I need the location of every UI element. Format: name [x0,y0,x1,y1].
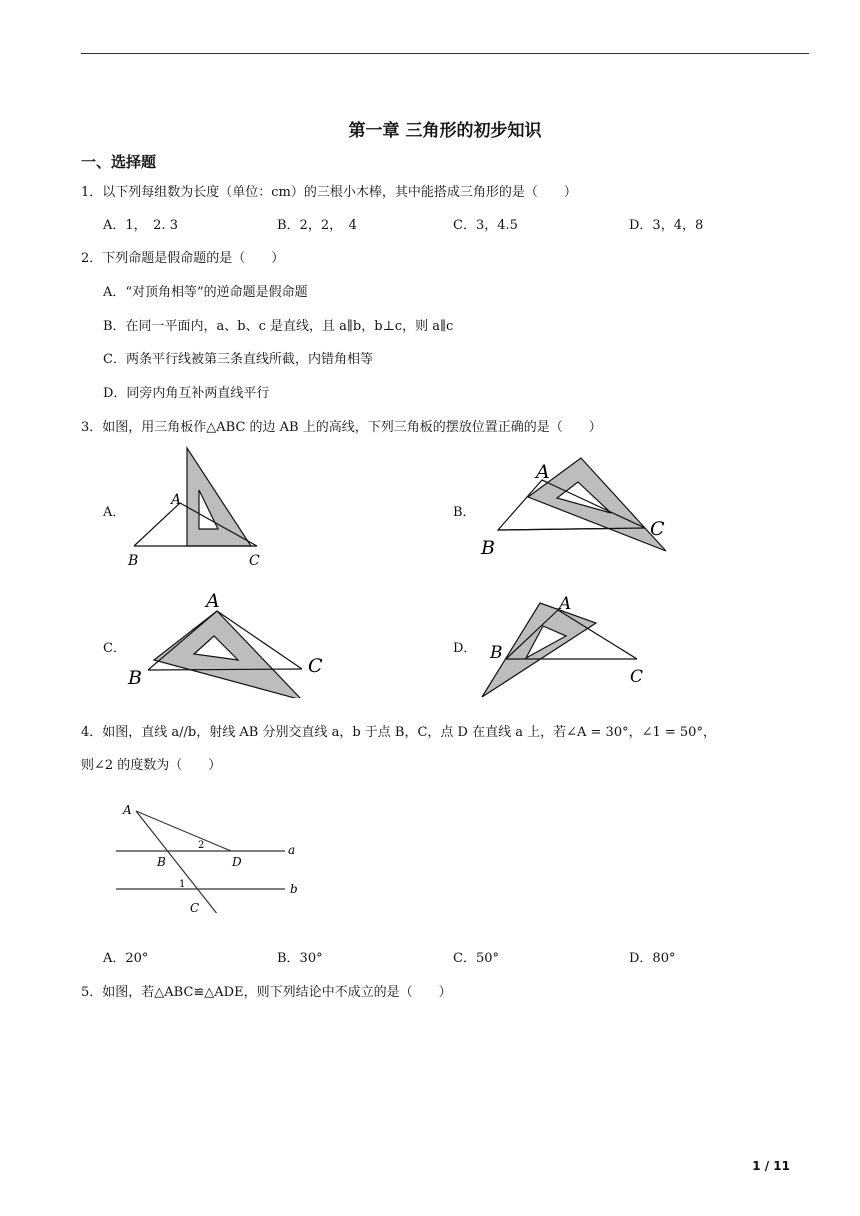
label-b: B [128,553,139,569]
question-4-option-c: C．50° [453,951,499,966]
label-b: B [490,643,503,663]
question-4-option-a: A．20° [103,951,149,966]
label-d-point: D [232,855,242,869]
label-line-a: a [288,843,296,857]
question-3-option-c: C． [103,641,126,656]
label-angle-2: 2 [198,840,205,851]
label-c: C [630,667,644,687]
question-1-option-d: D．3，4，8 [629,218,704,233]
label-c-point: C [190,901,200,913]
question-4-stem-line2: 则∠2 的度数为（ ） [81,758,222,773]
question-3-option-a: A． [103,505,126,520]
question-2-option-a: A．“对顶角相等”的逆命题是假命题 [103,285,308,300]
question-2-option-d: D．同旁内角互补两直线平行 [103,386,270,401]
figure-4 [110,798,310,913]
question-4-option-d: D．80° [629,951,676,966]
label-c: C [308,655,323,677]
question-1-option-a: A．1， 2. 3 [103,218,178,233]
question-1-option-b: B．2，2， 4 [277,218,357,233]
question-4-stem-line1: 4．如图，直线 a//b，射线 AB 分别交直线 a，b 于点 B，C，点 D 在直线 a 上，若∠A = 30°，∠1 = 50°， [81,725,716,740]
question-2-option-c: C．两条平行线被第三条直线所截，内错角相等 [103,352,373,367]
figure-3a [120,445,280,575]
page-number: 1 / 11 [752,1159,790,1173]
question-1-stem: 1．以下列每组数为长度（单位：cm）的三根小木棒，其中能搭成三角形的是（ ） [81,185,577,200]
section-heading: 一、选择题 [81,153,157,171]
question-3-stem: 3．如图，用三角板作△ABC 的边 AB 上的高线，下列三角板的摆放位置正确的是（ ） [81,420,602,435]
label-a-point: A [123,803,132,817]
label-b-point: B [157,855,166,869]
label-c: C [249,553,260,569]
question-4-option-b: B．30° [277,951,323,966]
label-a: A [536,461,550,483]
question-1-option-c: C．3，4.5 [453,218,518,233]
label-a: A [171,492,182,508]
label-a: A [206,590,220,612]
figure-3b [470,450,690,560]
label-b: B [128,667,142,689]
question-2-option-b: B．在同一平面内，a、b、c 是直线，且 a∥b，b⊥c，则 a∥c [103,319,454,334]
question-5-stem: 5．如图，若△ABC≌△ADE，则下列结论中不成立的是（ ） [81,985,452,1000]
label-line-b: b [290,882,298,896]
question-3-option-d: D． [453,641,477,656]
figure-3c [120,588,340,698]
page-title: 第一章 三角形的初步知识 [348,121,542,141]
header-rule [81,53,809,54]
label-c: C [650,518,665,540]
question-3-option-b: B． [453,505,476,520]
question-2-stem: 2．下列命题是假命题的是（ ） [81,251,285,266]
label-a: A [559,594,572,614]
label-b: B [481,537,495,559]
figure-3d [470,590,660,700]
label-angle-1: 1 [179,879,186,890]
